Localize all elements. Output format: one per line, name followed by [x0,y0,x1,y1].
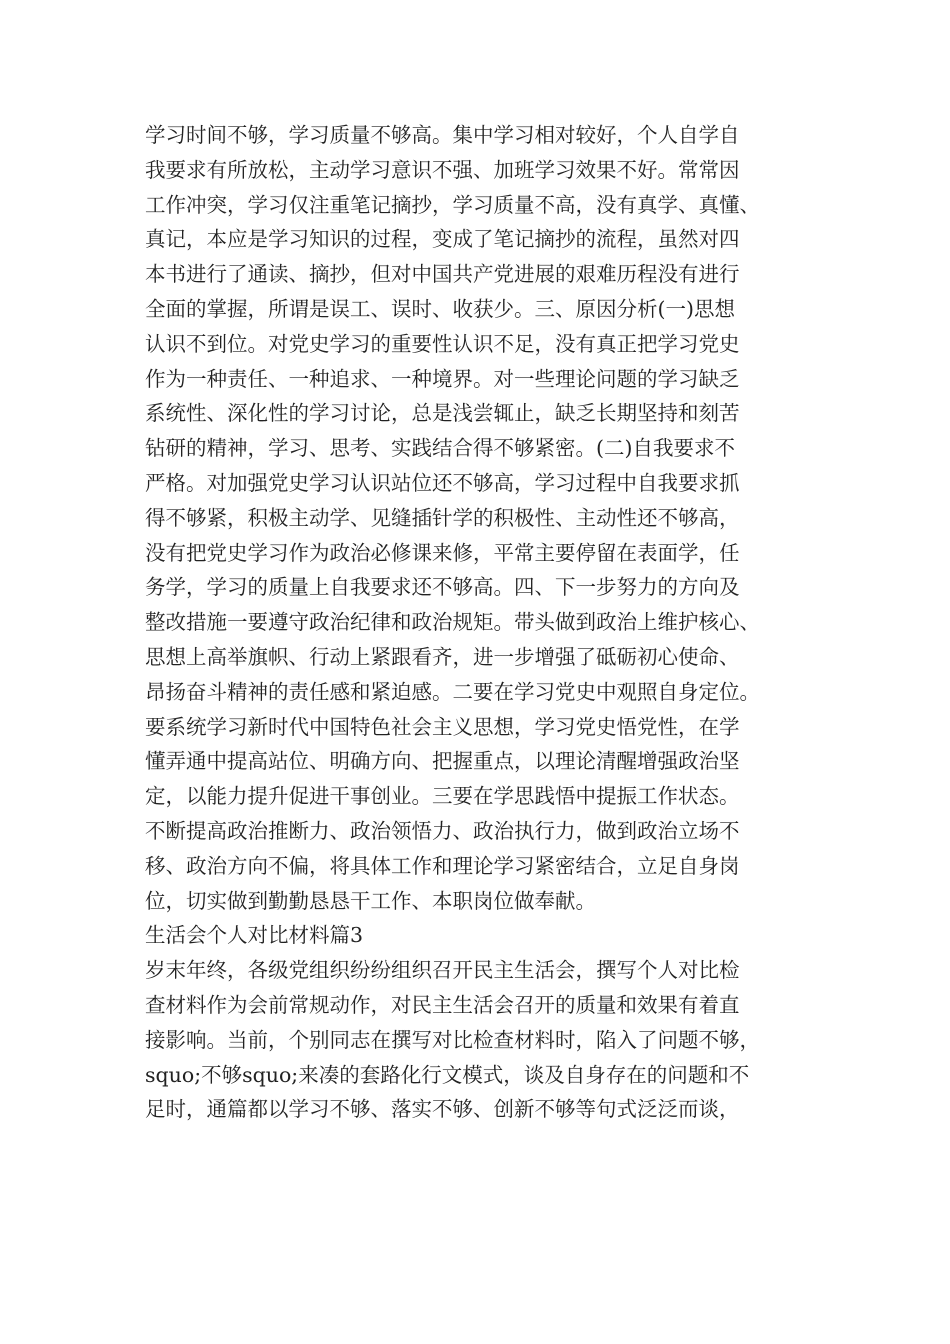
text-line: 我要求有所放松，主动学习意识不强、加班学习效果不好。常常因 [145,157,740,182]
text-line: 严格。对加强党史学习认识站位还不够高，学习过程中自我要求抓 [145,470,740,495]
text-line: 得不够紧，积极主动学、见缝插针学的积极性、主动性还不够高， [145,505,740,530]
text-line: 位，切实做到勤勤恳恳干工作、本职岗位做奉献。 [145,888,596,913]
text-line: squo;不够squo;来凑的套路化行文模式，谈及自身存在的问题和不 [145,1062,750,1087]
text-line: 懂弄通中提高站位、明确方向、把握重点，以理论清醒增强政治坚 [145,749,740,774]
text-line: 移、政治方向不偏，将具体工作和理论学习紧密结合，立足自身岗 [145,853,740,878]
text-line: 昂扬奋斗精神的责任感和紧迫感。二要在学习党史中观照自身定位。 [145,679,760,704]
text-line: 作为一种责任、一种追求、一种境界。对一些理论问题的学习缺乏 [145,366,740,391]
text-line: 没有把党史学习作为政治必修课来修，平常主要停留在表面学，任 [145,540,740,565]
text-line: 查材料作为会前常规动作，对民主生活会召开的质量和效果有着直 [145,992,740,1017]
text-line: 不断提高政治推断力、政治领悟力、政治执行力，做到政治立场不 [145,818,740,843]
text-line: 务学，学习的质量上自我要求还不够高。四、下一步努力的方向及 [145,575,740,600]
text-line: 整改措施一要遵守政治纪律和政治规矩。带头做到政治上维护核心、 [145,610,760,635]
text-line: 足时，通篇都以学习不够、落实不够、创新不够等句式泛泛而谈， [145,1097,740,1122]
text-line: 真记，本应是学习知识的过程，变成了笔记摘抄的流程，虽然对四 [145,227,740,252]
text-line: 系统性、深化性的学习讨论，总是浅尝辄止，缺乏长期坚持和刻苦 [145,401,740,426]
text-line: 思想上高举旗帜、行动上紧跟看齐，进一步增强了砥砺初心使命、 [145,644,740,669]
text-line: 本书进行了通读、摘抄，但对中国共产党进展的艰难历程没有进行 [145,262,740,287]
text-line: 要系统学习新时代中国特色社会主义思想，学习党史悟党性，在学 [145,714,740,739]
body-text [145,118,825,1127]
text-line: 岁末年终，各级党组织纷纷组织召开民主生活会，撰写个人对比检 [145,958,740,983]
section-heading: 生活会个人对比材料篇3 [145,923,364,948]
text-line: 接影响。当前，个别同志在撰写对比检查材料时，陷入了问题不够， [145,1027,760,1052]
text-line: 认识不到位。对党史学习的重要性认识不足，没有真正把学习党史 [145,331,740,356]
text-line: 定，以能力提升促进干事创业。三要在学思践悟中提振工作状态。 [145,784,740,809]
text-line: 工作冲突，学习仅注重笔记摘抄，学习质量不高，没有真学、真懂、 [145,192,760,217]
text-line: 学习时间不够，学习质量不够高。集中学习相对较好，个人自学自 [145,123,740,147]
text-line: 全面的掌握，所谓是误工、误时、收获少。三、原因分析(一)思想 [145,296,735,321]
text-line: 钻研的精神，学习、思考、实践结合得不够紧密。(二)自我要求不 [145,436,735,461]
